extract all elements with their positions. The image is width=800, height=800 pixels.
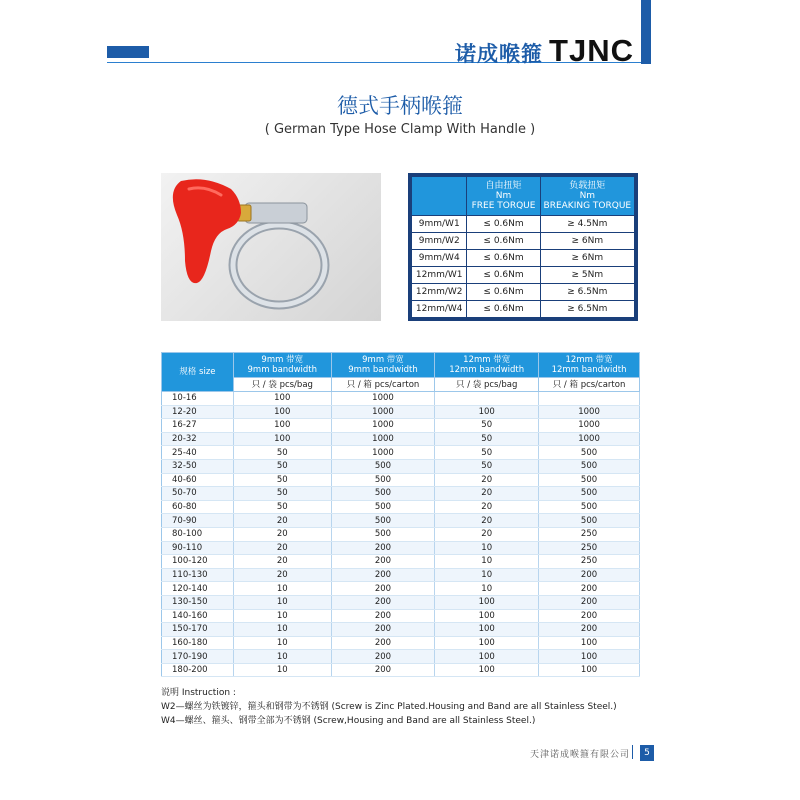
- torque-free: ≤ 0.6Nm: [467, 233, 540, 250]
- qty-cell: 1000: [331, 392, 435, 406]
- group-header-cn: 9mm 带宽: [261, 355, 304, 365]
- qty-cell: 200: [539, 623, 640, 637]
- qty-cell: 500: [331, 487, 435, 501]
- table-row: [162, 609, 640, 623]
- qty-cell: 10: [233, 623, 331, 637]
- footer-divider: [632, 745, 633, 759]
- size-cell: 130-150: [162, 595, 234, 609]
- torque-model: 9mm/W1: [410, 216, 467, 233]
- qty-cell: 1000: [331, 432, 435, 446]
- qty-cell: 500: [539, 487, 640, 501]
- qty-cell: 10: [435, 568, 539, 582]
- qty-cell: 500: [331, 473, 435, 487]
- qty-cell: 500: [539, 500, 640, 514]
- qty-cell: 250: [539, 555, 640, 569]
- qty-cell: 100: [435, 609, 539, 623]
- qty-cell: 1000: [331, 405, 435, 419]
- table-row: [162, 500, 640, 514]
- qty-cell: 50: [435, 446, 539, 460]
- pack-sub-header: 只 / 箱 pcs/carton: [331, 378, 435, 392]
- size-cell: 16-27: [162, 419, 234, 433]
- qty-cell: 200: [539, 582, 640, 596]
- qty-cell: 200: [331, 595, 435, 609]
- packing-table: [161, 352, 640, 677]
- instruction-w2: W2—螺丝为铁镀锌，箍头和钢带为不锈钢 (Screw is Zinc Plated.Housing and Band are all Stainless Steel.): [161, 702, 617, 712]
- free-torque-cn: 自由扭矩: [485, 181, 522, 191]
- qty-cell: 500: [331, 459, 435, 473]
- size-cell: 100-120: [162, 555, 234, 569]
- hose-clamp-photo: [161, 173, 381, 321]
- qty-cell: 200: [539, 568, 640, 582]
- qty-cell: 200: [331, 623, 435, 637]
- size-cell: 50-70: [162, 487, 234, 501]
- header-side-bar: [641, 0, 651, 64]
- size-cell: 180-200: [162, 663, 234, 677]
- size-cell: 160-180: [162, 636, 234, 650]
- qty-cell: 10: [435, 555, 539, 569]
- qty-cell: 100: [539, 650, 640, 664]
- qty-cell: 20: [233, 555, 331, 569]
- brand-name-en: TJNC: [549, 33, 634, 68]
- group-header-cn: 12mm 带宽: [565, 355, 613, 365]
- size-cell: 110-130: [162, 568, 234, 582]
- qty-cell: 250: [539, 527, 640, 541]
- torque-row: [410, 284, 636, 301]
- brand-name-cn: 诺成喉箍: [455, 42, 544, 66]
- qty-cell: 200: [331, 650, 435, 664]
- qty-cell: 10: [233, 663, 331, 677]
- pack-group-header: [233, 353, 331, 378]
- pack-group-header: [435, 353, 539, 378]
- pack-sub-header: 只 / 袋 pcs/bag: [233, 378, 331, 392]
- torque-row: [410, 250, 636, 267]
- qty-cell: 20: [233, 514, 331, 528]
- size-cell: 10-16: [162, 392, 234, 406]
- qty-cell: 50: [435, 432, 539, 446]
- qty-cell: 50: [233, 459, 331, 473]
- table-row: [162, 568, 640, 582]
- qty-cell: 250: [539, 541, 640, 555]
- qty-cell: 10: [435, 541, 539, 555]
- torque-free: ≤ 0.6Nm: [467, 250, 540, 267]
- qty-cell: 1000: [539, 405, 640, 419]
- torque-breaking: ≥ 6.5Nm: [540, 284, 636, 301]
- table-row: [162, 582, 640, 596]
- qty-cell: 50: [233, 446, 331, 460]
- qty-cell: 20: [233, 541, 331, 555]
- qty-cell: 500: [331, 514, 435, 528]
- table-row: [162, 432, 640, 446]
- qty-cell: 10: [435, 582, 539, 596]
- size-cell: 40-60: [162, 473, 234, 487]
- table-row: [162, 514, 640, 528]
- qty-cell: 100: [435, 636, 539, 650]
- qty-cell: 100: [539, 636, 640, 650]
- qty-cell: 50: [435, 419, 539, 433]
- qty-cell: 100: [435, 623, 539, 637]
- footer-company: 天津诺成喉箍有限公司: [529, 750, 630, 760]
- torque-breaking: ≥ 5Nm: [540, 267, 636, 284]
- torque-header-row: [410, 175, 636, 216]
- torque-breaking: ≥ 6.5Nm: [540, 301, 636, 320]
- pack-sub-header-row: [162, 378, 640, 392]
- group-header-cn: 9mm 带宽: [362, 355, 404, 365]
- size-cell: 70-90: [162, 514, 234, 528]
- torque-breaking: ≥ 4.5Nm: [540, 216, 636, 233]
- qty-cell: 500: [539, 459, 640, 473]
- pack-table-body: [162, 392, 640, 677]
- size-cell: 80-100: [162, 527, 234, 541]
- group-header-en: 12mm bandwidth: [449, 365, 525, 375]
- qty-cell: 200: [331, 568, 435, 582]
- table-row: [162, 405, 640, 419]
- group-header-en: 9mm bandwidth: [247, 365, 318, 375]
- torque-free: ≤ 0.6Nm: [467, 301, 540, 320]
- hose-clamp-icon: [161, 173, 381, 321]
- table-row: [162, 446, 640, 460]
- torque-breaking: ≥ 6Nm: [540, 233, 636, 250]
- torque-row: [410, 216, 636, 233]
- pack-sub-header: 只 / 箱 pcs/carton: [539, 378, 640, 392]
- qty-cell: 100: [539, 663, 640, 677]
- qty-cell: 1000: [539, 432, 640, 446]
- qty-cell: 100: [435, 595, 539, 609]
- pack-sub-header: 只 / 袋 pcs/bag: [435, 378, 539, 392]
- header-accent-bar: [107, 46, 149, 58]
- qty-cell: 50: [233, 487, 331, 501]
- instruction-notes: [161, 686, 617, 728]
- qty-cell: 100: [435, 405, 539, 419]
- torque-model: 9mm/W4: [410, 250, 467, 267]
- qty-cell: 10: [233, 582, 331, 596]
- instruction-w4: W4—螺丝、箍头、钢带全部为不锈钢 (Screw,Housing and Band are all Stainless Steel.): [161, 716, 536, 726]
- size-cell: 150-170: [162, 623, 234, 637]
- size-cell: 32-50: [162, 459, 234, 473]
- size-cell: 60-80: [162, 500, 234, 514]
- table-row: [162, 419, 640, 433]
- group-header-en: 12mm bandwidth: [551, 365, 627, 375]
- qty-cell: 10: [233, 636, 331, 650]
- table-row: [162, 487, 640, 501]
- torque-header-free: [467, 175, 540, 216]
- free-torque-unit: Nm: [495, 191, 512, 201]
- page-title-en: ( German Type Hose Clamp With Handle ): [264, 122, 536, 137]
- torque-row: [410, 233, 636, 250]
- group-header-en: 9mm bandwidth: [348, 365, 418, 375]
- qty-cell: 10: [233, 650, 331, 664]
- qty-cell: 100: [233, 392, 331, 406]
- page-number: 5: [640, 745, 654, 761]
- size-cell: 90-110: [162, 541, 234, 555]
- size-cell: 120-140: [162, 582, 234, 596]
- table-row: [162, 473, 640, 487]
- size-cell: 12-20: [162, 405, 234, 419]
- qty-cell: 200: [331, 582, 435, 596]
- table-row: [162, 459, 640, 473]
- qty-cell: 1000: [331, 446, 435, 460]
- group-header-cn: 12mm 带宽: [463, 355, 511, 365]
- table-row: [162, 541, 640, 555]
- qty-cell: 50: [233, 473, 331, 487]
- qty-cell: 100: [233, 405, 331, 419]
- qty-cell: 100: [435, 650, 539, 664]
- qty-cell: 100: [435, 663, 539, 677]
- qty-cell: 100: [233, 432, 331, 446]
- table-row: [162, 663, 640, 677]
- qty-cell: 20: [233, 568, 331, 582]
- torque-table: [408, 173, 638, 321]
- qty-cell: 1000: [539, 419, 640, 433]
- qty-cell: [539, 392, 640, 406]
- size-cell: 25-40: [162, 446, 234, 460]
- qty-cell: 20: [435, 527, 539, 541]
- torque-model: 12mm/W4: [410, 301, 467, 320]
- qty-cell: 20: [233, 527, 331, 541]
- page-title-cn: 德式手柄喉箍: [337, 94, 463, 118]
- breaking-torque-unit: Nm: [579, 191, 596, 201]
- torque-breaking: ≥ 6Nm: [540, 250, 636, 267]
- size-cell: 20-32: [162, 432, 234, 446]
- qty-cell: 20: [435, 487, 539, 501]
- torque-free: ≤ 0.6Nm: [467, 284, 540, 301]
- qty-cell: 200: [539, 609, 640, 623]
- pack-group-header: [539, 353, 640, 378]
- pack-size-header: 规格 size: [162, 353, 234, 392]
- qty-cell: 200: [331, 636, 435, 650]
- torque-model: 12mm/W1: [410, 267, 467, 284]
- torque-header-breaking: [540, 175, 636, 216]
- torque-model: 9mm/W2: [410, 233, 467, 250]
- qty-cell: 100: [233, 419, 331, 433]
- torque-free: ≤ 0.6Nm: [467, 216, 540, 233]
- instruction-title: 说明 Instruction :: [161, 688, 236, 698]
- qty-cell: 200: [331, 663, 435, 677]
- brand-logo: [455, 33, 634, 69]
- torque-model: 12mm/W2: [410, 284, 467, 301]
- qty-cell: 200: [331, 609, 435, 623]
- qty-cell: 20: [435, 500, 539, 514]
- size-cell: 140-160: [162, 609, 234, 623]
- qty-cell: 200: [539, 595, 640, 609]
- qty-cell: 500: [539, 514, 640, 528]
- breaking-torque-cn: 负载扭矩: [569, 181, 606, 191]
- qty-cell: 50: [233, 500, 331, 514]
- qty-cell: 500: [331, 527, 435, 541]
- breaking-torque-en: BREAKING TORQUE: [543, 201, 632, 211]
- qty-cell: 20: [435, 514, 539, 528]
- table-row: [162, 595, 640, 609]
- qty-cell: 500: [539, 473, 640, 487]
- torque-row: [410, 267, 636, 284]
- qty-cell: 500: [331, 500, 435, 514]
- qty-cell: [435, 392, 539, 406]
- qty-cell: 50: [435, 459, 539, 473]
- size-cell: 170-190: [162, 650, 234, 664]
- pack-group-header: [331, 353, 435, 378]
- qty-cell: 10: [233, 609, 331, 623]
- torque-header-empty: [410, 175, 467, 216]
- table-row: [162, 623, 640, 637]
- qty-cell: 200: [331, 541, 435, 555]
- qty-cell: 10: [233, 595, 331, 609]
- qty-cell: 200: [331, 555, 435, 569]
- qty-cell: 20: [435, 473, 539, 487]
- table-row: [162, 555, 640, 569]
- table-row: [162, 392, 640, 406]
- table-row: [162, 527, 640, 541]
- torque-row: [410, 301, 636, 320]
- torque-free: ≤ 0.6Nm: [467, 267, 540, 284]
- qty-cell: 1000: [331, 419, 435, 433]
- qty-cell: 500: [539, 446, 640, 460]
- table-row: [162, 636, 640, 650]
- free-torque-en: FREE TORQUE: [471, 201, 536, 211]
- pack-group-header-row: [162, 353, 640, 378]
- table-row: [162, 650, 640, 664]
